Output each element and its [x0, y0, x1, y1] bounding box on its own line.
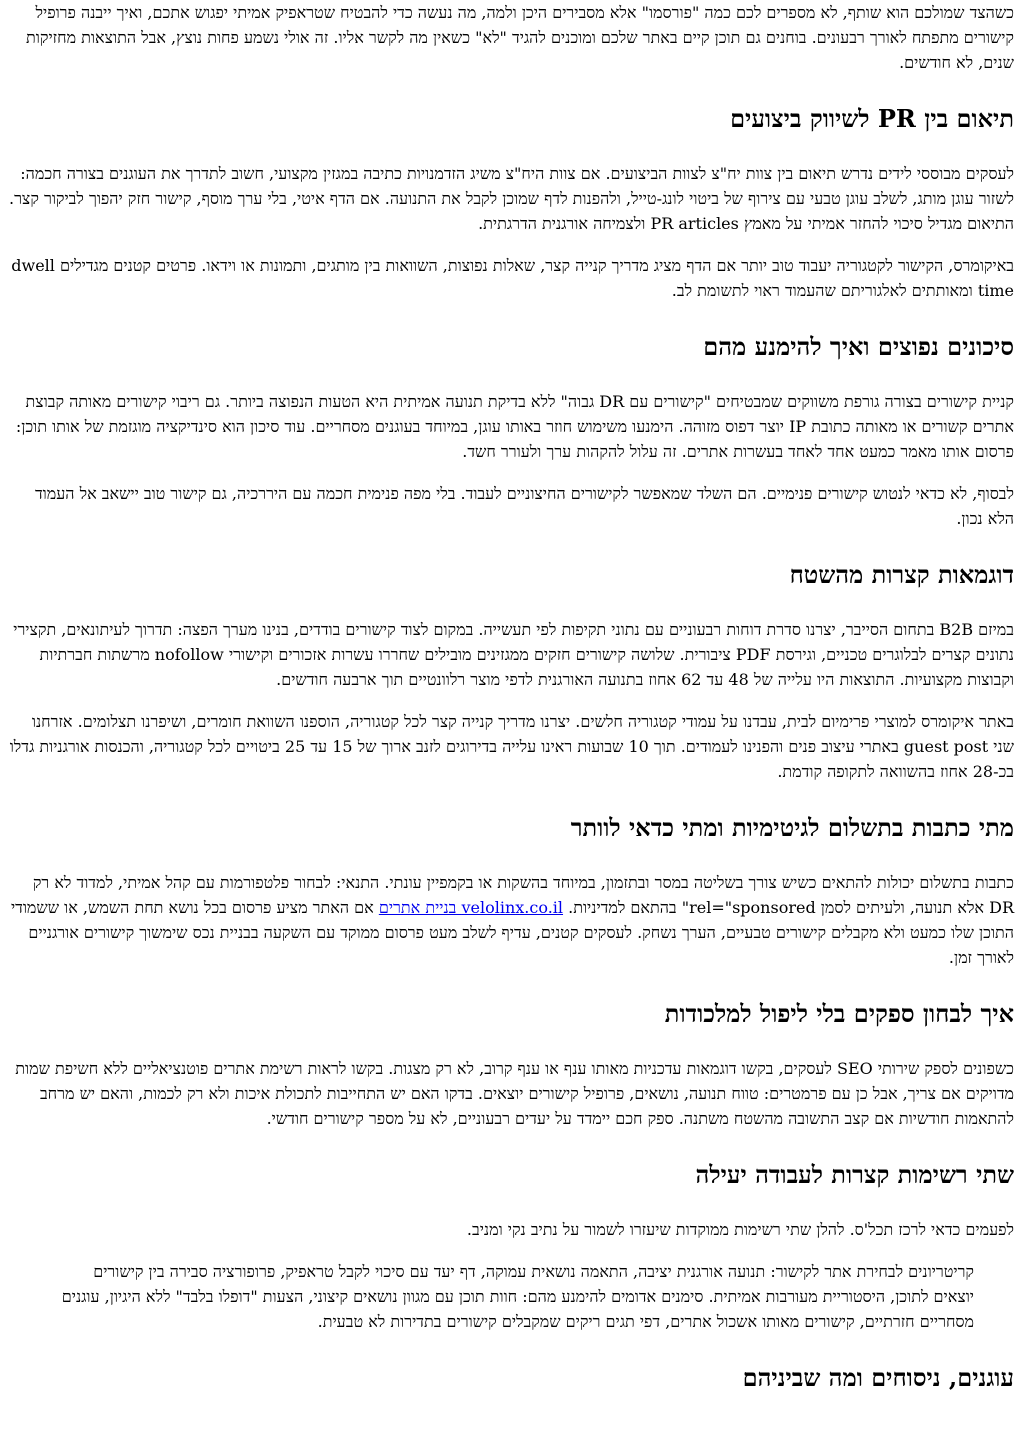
section-heading-risks: סיכונים נפוצים ואיך להימנע מהם — [703, 332, 1014, 361]
pr-coordination-paragraph-2: באיקומרס, הקישור לקטגוריה יעבוד טוב יותר אם הדף מציג מדריך קנייה קצר, שאלות נפוצות, השוואות בין מותגים, ותמונות או וידאו. פרטים קטנים מגדילים dwell time ומאותתים לאלגוריתם שהעמוד ראוי לתשומת לב. — [11, 256, 1014, 300]
paid-articles-text-after: אם האתר מציע פרסום בכל נושא תחת השמש, או ששמודי התוכן שלו כמעט ולא מקבלים קישורים טבעיים, הערך נשחק. לעסקים קטנים, עדיף לשלב מעט פרסום ממוקד עם השקעה בבניית נכס שימשוך קישורים אורגניים לאורך זמן. — [10, 898, 1014, 967]
intro-paragraph: כשהצד שמולכם הוא שותף, לא מספרים לכם כמה "פורסמו" אלא מסבירים היכן ולמה, מה נעשה כדי להבטיח שטראפיק אמיתי יפגוש אתכם, ואיך ייבנה פרופיל קישורים מתפתח לאורך רבעונים. בוחנים גם תוכן קיים באתר שלכם ומוכנים להגיד "לא" כשאין מה לקשר אליו. זה אולי נשמע פחות נוצץ, אבל התוצאות מחזיקות שנים, לא חודשים. — [26, 3, 1014, 72]
section-heading-two-lists: שתי רשימות קצרות לעבודה יעילה — [695, 1160, 1014, 1189]
risks-paragraph-1: קניית קישורים בצורה גורפת משווקים שמבטיחים "קישורים עם DR גבוה" ללא בדיקת תנועה אמיתית היא הטעות הנפוצה ביותר. גם ריבוי קישורים מאותה קבוצת אתרים קשורים או מאותה כתובת IP יוצר דפוס מזוהה. הימנעו משימוש חוזר באותו עוגן, במיוחד בעוגנים מסחריים. עוד סיכון הוא סינדיקציה מוגזמת של אותו תוכן: פרסום אותו מאמר כמעט אחד לאחד בעשרות אתרים. זה עלול להקהות ערך ולעורר חשד. — [15, 392, 1014, 461]
pr-coordination-paragraph-1: לעסקים מבוססי לידים נדרש תיאום בין צוות יח"צ לצוות הביצועים. אם צוות היח"צ משיג הזדמנויות כתיבה במגזין מקצועי, חשוב לתדרך את העוגנים בצורה חכמה: לשזור עוגן מותג, לשלב עוגן טבעי עם צירוף של ביטוי לונג-טייל, ולהפנות לדף שמוכן לקבל את התנועה. אם הדף איטי, בלי ערך מוסף, קישור חזק יהפוך לביקור קצר. התיאום מגדיל סיכוי להחזר אמיתי על מאמץ PR articles ולצמיחה אורגנית הדרגתית. — [8, 164, 1014, 233]
criteria-blockquote: קריטריונים לבחירת אתר לקישור: תנועה אורגנית יציבה, התאמה נושאית עמוקה, דף יעד עם סיכוי לקבל טראפיק, פרופורציה סבירה בין קישורים יוצאים לתוכן, היסטוריית מעורבות אמיתית. סימנים אדומים להימנע מהם: חוות תוכן עם מגוון נושאים קיצוני, הצעות "דופלו בלבד" ללא היגיון, עוגנים מסחריים חזרתיים, קישורים מאותו אשכול אתרים, דפי תגים ריקים שמקבלים קישורים בתדירות לא טבעית. — [61, 1262, 974, 1331]
two-lists-intro-paragraph: לפעמים כדאי לרכז תכל'ס. להלן שתי רשימות ממוקדות שיעזרו לשמור על נתיב נקי ומניב. — [466, 1220, 1014, 1239]
paid-articles-paragraph — [8, 870, 1014, 970]
velolinx-link[interactable]: velolinx.co.il בניית אתרים — [378, 898, 564, 917]
section-heading-vendor-vetting: איך לבחון ספקים בלי ליפול למלכודות — [664, 999, 1014, 1028]
section-heading-field-examples: דוגמאות קצרות מהשטח — [789, 560, 1014, 589]
field-examples-paragraph-2: באתר איקומרס למוצרי פרימיום לבית, עבדנו על עמודי קטגוריה חלשים. יצרנו מדריך קנייה קצר לכל קטגוריה, הוספנו השוואת חומרים, ושיפרנו תצלומים. אזרחנו שני guest post באתרי עיצוב פנים והפנינו לעמודים. תוך 10 שבועות ראינו עלייה בדירוגים לזנב ארוך של 15 עד 25 ביטויים לכל קטגוריה, והכנסות אורגניות גדלו בכ-28 אחוז בהשוואה לתקופה קודמת. — [9, 712, 1014, 781]
section-heading-pr-coordination: תיאום בין PR לשיווק ביצועים — [730, 104, 1014, 133]
risks-paragraph-2: לבסוף, לא כדאי לנטוש קישורים פנימיים. הם השלד שמאפשר לקישורים החיצוניים לעבוד. בלי מפה פנימית חכמה עם היררכיה, גם קישור טוב יישאב אל העמוד הלא נכון. — [34, 484, 1014, 528]
section-heading-paid-articles: מתי כתבות בתשלום לגיטימיות ומתי כדאי לוותר — [570, 813, 1014, 842]
field-examples-paragraph-1: במיזם B2B בתחום הסייבר, יצרנו סדרת דוחות רבעוניים עם נתוני תקיפות לפי תעשייה. במקום לצוד קישורים בודדים, בנינו מערך הפצה: תדרוך לעיתונאים, תקצירי נתונים קצרים לבלוגרים טכניים, וגירסת PDF ציבורית. שלושה קישורים חזקים ממגזינים מובילים שחררו עשרות אזכורים וקישורי nofollow מרשתות חברתיות וקבוצות מקצועיות. התוצאות היו עלייה של 48 עד 62 אחוז בתנועה האורגנית לדפי מוצר רלוונטיים תוך ארבעה חודשים. — [13, 620, 1014, 689]
vendor-vetting-paragraph: כשפונים לספק שירותי SEO לעסקים, בקשו דוגמאות עדכניות מאותו ענף או ענף קרוב, לא רק מצגות. בקשו לראות רשימת אתרים פוטנציאליים ללא חשיפת שמות מדויקים אם צריך, אבל כן עם פרמטרים: טווח תנועה, נושאים, פרופיל קישורים יוצאים. בדקו האם יש התחייבות לתכולת איכות ולא רק לכמות, והאם יש מרחב להתאמות חודשיות אם קצב התשובה מהשטח משתנה. ספק חכם יימדד על יעדים רבעוניים, לא על מספר קישורים חודשי. — [15, 1059, 1014, 1128]
paid-articles-text-before: כתבות בתשלום יכולות להתאים כשיש צורך בשליטה במסר ובתזמון, במיוחד בהשקות או בקמפיין עונתי. התנאי: לבחור פלטפורמות עם קהל אמיתי, למדוד לא רק DR אלא תנועה, ולעיתים לסמן rel="sponsored" בהתאם למדיניות. — [32, 873, 1014, 917]
section-heading-anchors: עוגנים, ניסוחים ומה שביניהם — [742, 1363, 1014, 1392]
